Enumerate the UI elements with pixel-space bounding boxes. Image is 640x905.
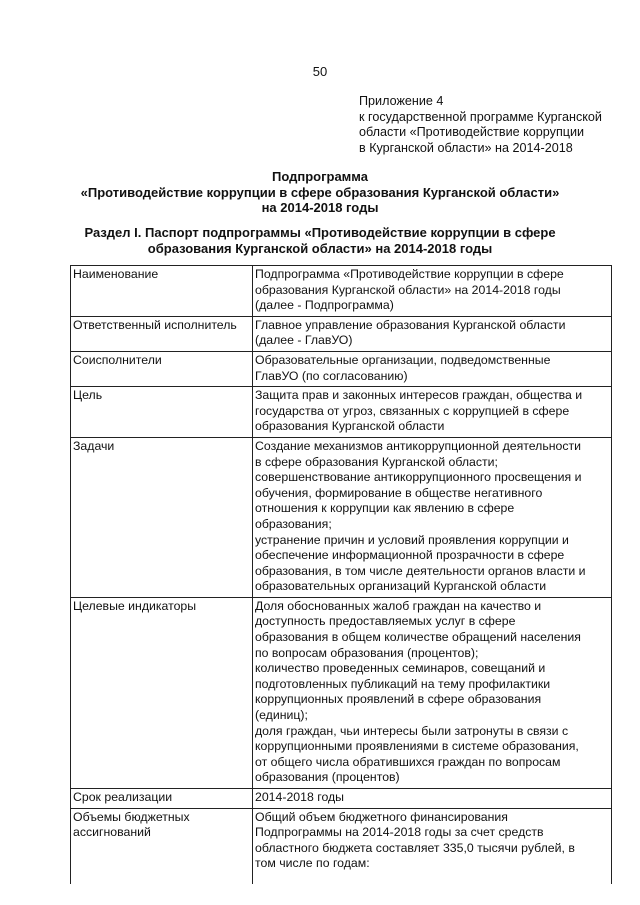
table-row xyxy=(71,789,612,809)
row-value-line: образования Курганской области» на 2014-2018 годы xyxy=(255,282,561,297)
section-title xyxy=(0,225,640,256)
passport-table xyxy=(70,265,612,884)
row-value-line: отношения к коррупции как явлению в сфере xyxy=(255,501,515,516)
subprogram-title-line: на 2014-2018 годы xyxy=(261,200,379,215)
row-value-line: в сфере образования Курганской области; xyxy=(255,454,498,469)
row-value-line: том числе по годам: xyxy=(255,856,370,871)
row-label-cell xyxy=(71,597,253,788)
row-value-line: доступность предоставляемых услуг в сфере xyxy=(255,614,516,629)
row-label-line: Наименование xyxy=(73,267,159,281)
table-row xyxy=(71,597,612,788)
row-value-line: Образовательные организации, подведомственные xyxy=(255,352,551,367)
row-label-line: Задачи xyxy=(73,438,115,453)
row-value-line: Главное управление образования Курганской области xyxy=(255,317,566,332)
row-label-cell xyxy=(71,808,253,884)
section-title-line: образования Курганской области» на 2014-2018 годы xyxy=(147,240,493,256)
appendix-line: к государственной программе Курганской xyxy=(359,109,602,124)
row-label-line: Целевые индикаторы xyxy=(73,598,197,613)
row-label-cell xyxy=(71,789,253,809)
row-value-line: от общего числа обратившихся граждан по вопросам xyxy=(255,754,561,769)
row-value-cell xyxy=(253,387,612,438)
appendix-line: в Курганской области» на 2014-2018 xyxy=(359,140,573,155)
row-value-line: коррупционных проявлений в сфере образования xyxy=(255,692,542,707)
row-label-line: Соисполнители xyxy=(73,352,162,367)
row-value-line: образования, в том числе деятельности органов власти и xyxy=(255,563,586,578)
section-title-line: Раздел I. Паспорт подпрограммы «Противодействие коррупции в сфере xyxy=(84,225,556,240)
appendix-line: Приложение 4 xyxy=(359,94,444,108)
table-row xyxy=(71,437,612,597)
row-label-line: Ответственный исполнитель xyxy=(73,317,237,332)
table-row xyxy=(71,808,612,884)
row-value-line: ГлавУО (по согласованию) xyxy=(255,368,408,383)
row-value-line: образования в общем количестве обращений населения xyxy=(255,630,581,645)
appendix-line: области «Противодействие коррупции xyxy=(359,125,585,139)
passport-table-body xyxy=(71,266,612,884)
row-value-line: Защита прав и законных интересов граждан, общества и xyxy=(255,388,583,403)
row-value-cell xyxy=(253,597,612,788)
table-row xyxy=(71,266,612,317)
row-value-line: государства от угроз, связанных с коррупцией в сфере xyxy=(255,403,570,418)
subprogram-title xyxy=(0,169,640,216)
row-value-line: Доля обоснованных жалоб граждан на качество и xyxy=(255,598,542,613)
row-value-line: областного бюджета составляет 335,0 тысячи рублей, в xyxy=(255,840,575,855)
subprogram-title-line: Подпрограмма xyxy=(272,169,368,184)
row-value-cell xyxy=(253,316,612,351)
row-value-cell xyxy=(253,808,612,884)
row-value-line: устранение причин и условий проявления коррупции и xyxy=(255,532,569,547)
table-row xyxy=(71,387,612,438)
row-value-line: по вопросам образования (процентов); xyxy=(255,645,479,660)
row-value-line: Общий объем бюджетного финансирования xyxy=(255,809,508,824)
row-value-line: коррупционными проявлениями в системе образования, xyxy=(255,739,579,754)
row-value-line: образования (процентов) xyxy=(255,770,400,785)
row-value-line: 2014-2018 годы xyxy=(255,790,345,804)
row-label-line: ассигнований xyxy=(73,825,151,840)
row-value-line: Создание механизмов антикоррупционной деятельности xyxy=(255,438,582,453)
row-value-line: обеспечение информационной прозрачности в сфере xyxy=(255,548,565,563)
row-value-line: совершенствование антикоррупционного просвещения и xyxy=(255,470,582,485)
table-row xyxy=(71,351,612,386)
appendix-header xyxy=(359,94,629,156)
row-label-cell xyxy=(71,437,253,597)
row-label-line: Цель xyxy=(73,388,103,403)
row-value-cell xyxy=(253,789,612,809)
row-value-line: Подпрограмма «Противодействие коррупции в сфере xyxy=(255,267,564,281)
row-value-line: образования; xyxy=(255,516,332,531)
row-value-line: (единиц); xyxy=(255,708,308,723)
row-label-line: Срок реализации xyxy=(73,790,173,804)
row-value-cell xyxy=(253,266,612,317)
row-value-line: доля граждан, чьи интересы были затронуты в связи с xyxy=(255,723,569,738)
row-value-cell xyxy=(253,437,612,597)
row-value-line: количество проведенных семинаров, совещаний и xyxy=(255,661,546,676)
row-label-cell xyxy=(71,387,253,438)
table-row xyxy=(71,316,612,351)
row-value-line: обучения, формирование в обществе негативного xyxy=(255,485,543,500)
row-value-line: Подпрограммы на 2014-2018 годы за счет средств xyxy=(255,825,544,840)
row-label-line: Объемы бюджетных xyxy=(73,809,190,824)
row-value-line: образования Курганской области xyxy=(255,419,445,434)
row-value-line: образовательных организаций Курганской области xyxy=(255,579,547,594)
page-number: 50 xyxy=(312,64,328,79)
row-label-cell xyxy=(71,266,253,317)
row-value-line: подготовленных публикаций на тему профилактики xyxy=(255,676,551,691)
subprogram-title-line: «Противодействие коррупции в сфере образования Курганской области» xyxy=(80,184,560,200)
row-label-cell xyxy=(71,316,253,351)
row-value-cell xyxy=(253,351,612,386)
row-value-line: (далее - ГлавУО) xyxy=(255,333,353,348)
row-label-cell xyxy=(71,351,253,386)
row-value-line: (далее - Подпрограмма) xyxy=(255,298,394,313)
